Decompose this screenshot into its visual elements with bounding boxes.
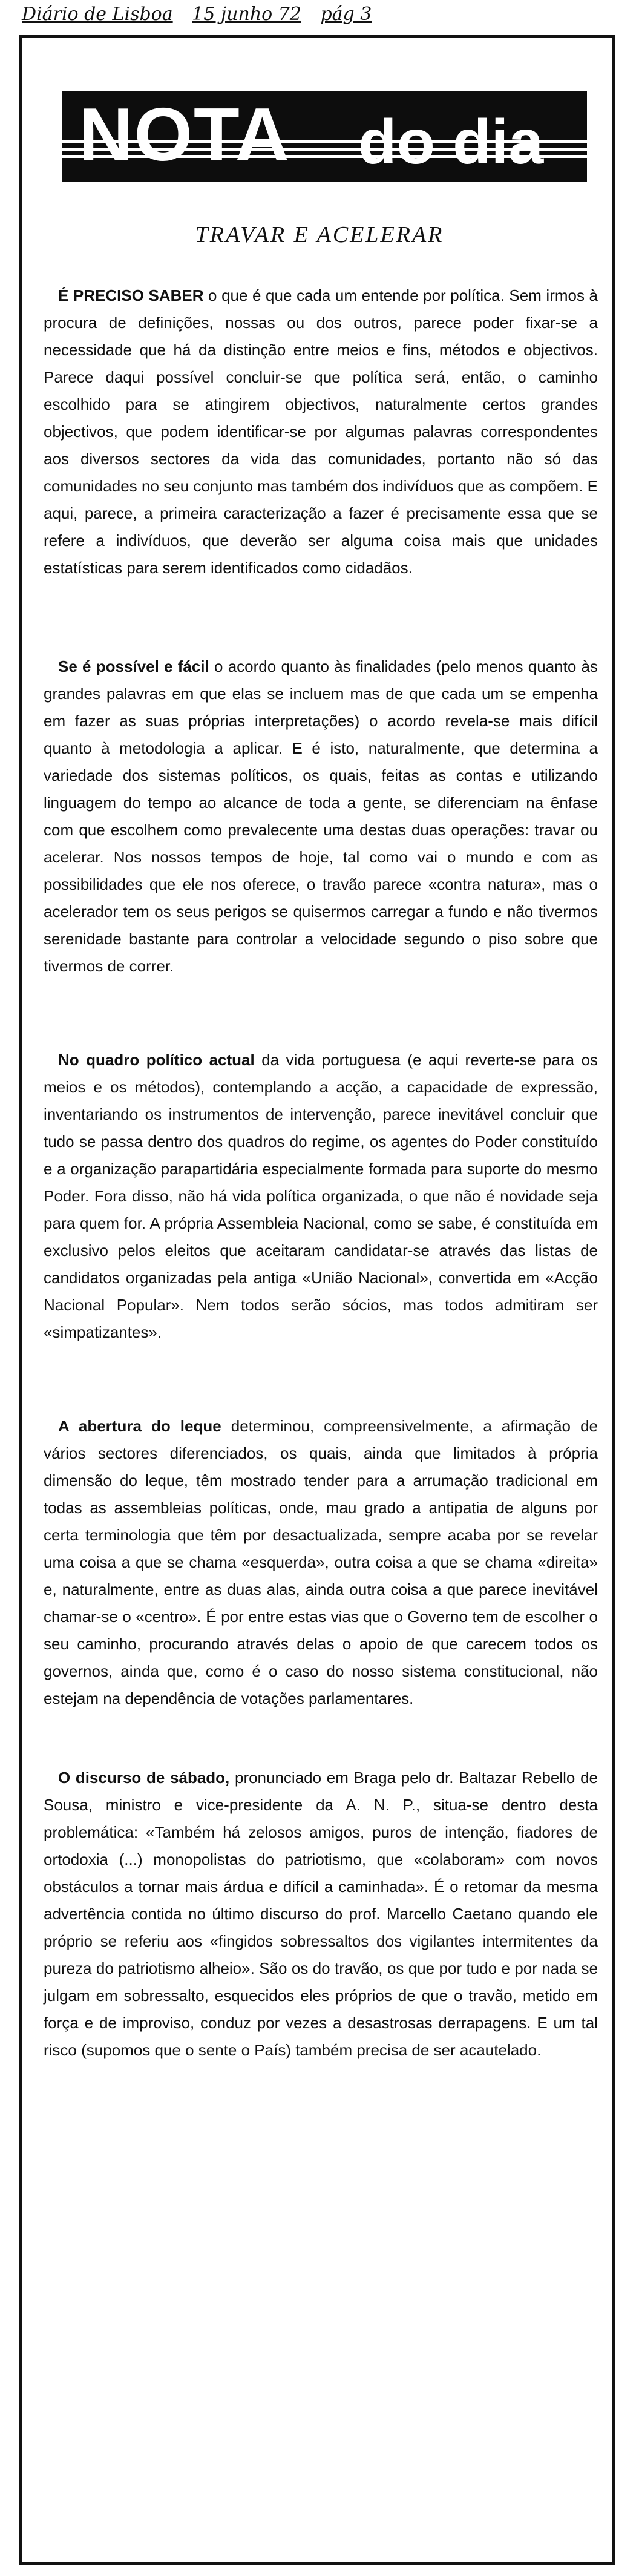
article-headline: TRAVAR E ACELERAR — [195, 222, 444, 248]
paragraph-lead: Se é possível e fácil — [58, 657, 209, 675]
article-body — [44, 282, 598, 2064]
paragraph-text: da vida portuguesa (e aqui reverte-se para os meios e os métodos), contemplando a acção, a capacidade de expressão, inventariando os instrumentos de intervenção, parece inevitável concluir que tudo se passa dentro dos quadros do regime, os agentes do Poder constituído e a organização parapartidária especialmente formada para suporte do mesmo Poder. Fora disso, não há vida política organizada, o que não é novidade seja para quem for. A própria Assembleia Nacional, como se sabe, é constituída em exclusivo pelos eleitos que aceitaram candidatar-se através das listas de candidatos organizadas pela antiga «União Nacional», convertida em «Acção Nacional Popular». Nem todos serão sócios, mas todos admitiram ser «simpatizantes». — [44, 1051, 598, 1341]
paragraph-lead: É PRECISO SABER — [58, 286, 204, 304]
banner-subtitle: do dia — [358, 107, 544, 177]
paragraph-text: o acordo quanto às finalidades (pelo menos quanto às grandes palavras em que elas se incluem mas de que cada um se empenha em fazer as suas próprias interpretações) o acordo revela-se mais difícil quanto à metodologia a aplicar. E é isto, naturalmente, que determina a variedade dos sistemas políticos, os quais, feitas as contas e utilizando linguagem do tempo ao alcance de toda a gente, se diferenciam na ênfase com que escolhem como prevalecente uma destas duas operações: travar ou acelerar. Nos nossos tempos de hoje, tal como vai o mundo e com as possibilidades que ele nos oferece, o travão parece «contra natura», mas o acelerador tem os seus perigos se quisermos carregar a fundo e não tivermos serenidade bastante para controlar a velocidade segundo o piso sobre que tivermos de correr. — [44, 657, 598, 975]
handwritten-page: pág 3 — [320, 4, 372, 25]
paragraph-1 — [44, 282, 598, 582]
paragraph-lead: No quadro político actual — [58, 1051, 255, 1069]
paragraph-text: pronunciado em Braga pelo dr. Baltazar Rebello de Sousa, ministro e vice-presidente da A. N. P., situa-se dentro desta problemática: «Também há zelosos amigos, puros de intenção, fiadores de ortodoxia (...) monopolistas do patriotismo, que «colaboram» com novos obstáculos a tornar mais árdua e difícil a caminhada». É o retomar da mesma advertência contida no último discurso do prof. Marcello Caetano quando ele próprio se referiu aos «fingidos sobressaltos dos vigilantes intermitentes da pureza do patriotismo alheio». São os do travão, os que por tudo e por nada se julgam em sobressalto, esquecidos eles próprios de que o travão, metido em força e de improviso, conduz por vezes a desastrosas derrapagens. E um tal risco (supomos que o sente o País) também precisa de ser acautelado. — [44, 1769, 598, 2059]
handwritten-date: 15 junho 72 — [192, 4, 301, 25]
handwritten-source-note — [22, 4, 385, 25]
handwritten-source: Diário de Lisboa — [22, 4, 173, 25]
banner-title: NOTA — [79, 93, 291, 177]
paragraph-lead: O discurso de sábado, — [58, 1769, 230, 1787]
paragraph-3 — [44, 1046, 598, 1346]
paragraph-text: o que é que cada um entende por política. Sem irmos à procura de definições, nossas ou dos outros, parece poder fixar-se a necessidade que há da distinção entre meios e fins, métodos e objectivos. Parece daqui possível concluir-se que política será, então, o caminho escolhido para se atingirem objectivos, naturalmente certos grandes objectivos, que podem identificar-se por algumas palavras correspondentes aos diversos sectores da vida das comunidades, portanto não só das comunidades no seu conjunto mas também dos indivíduos que as compõem. E aqui, parece, a primeira caracterização a fazer é precisamente essa que se refere a indivíduos, que deverão ser alguma coisa mais que unidades estatísticas para serem identificados como cidadãos. — [44, 286, 598, 577]
paragraph-lead: A abertura do leque — [58, 1417, 221, 1435]
paragraph-text: determinou, compreensivelmente, a afirmação de vários sectores diferenciados, os quais, ainda que limitados à própria dimensão do leque, têm mostrado tender para a arrumação tradicional em todas as assembleias políticas, onde, mau grado a antipatia de alguns por certa terminologia que têm por desactualizada, sempre acaba por se revelar uma coisa a que se chama «esquerda», outra coisa a que se chama «direita» e, naturalmente, entre as duas alas, ainda outra coisa a que parece inevitável chamar-se o «centro». É por entre estas vias que o Governo tem de escolher o seu caminho, procurando através delas o apoio de que carecem todos os governos, ainda que, como é o caso do nosso sistema constitucional, não estejam na dependência de votações parlamentares. — [44, 1417, 598, 1707]
column-banner — [62, 91, 587, 182]
paragraph-4 — [44, 1413, 598, 1712]
paragraph-5 — [44, 1764, 598, 2064]
paragraph-2 — [44, 653, 598, 980]
